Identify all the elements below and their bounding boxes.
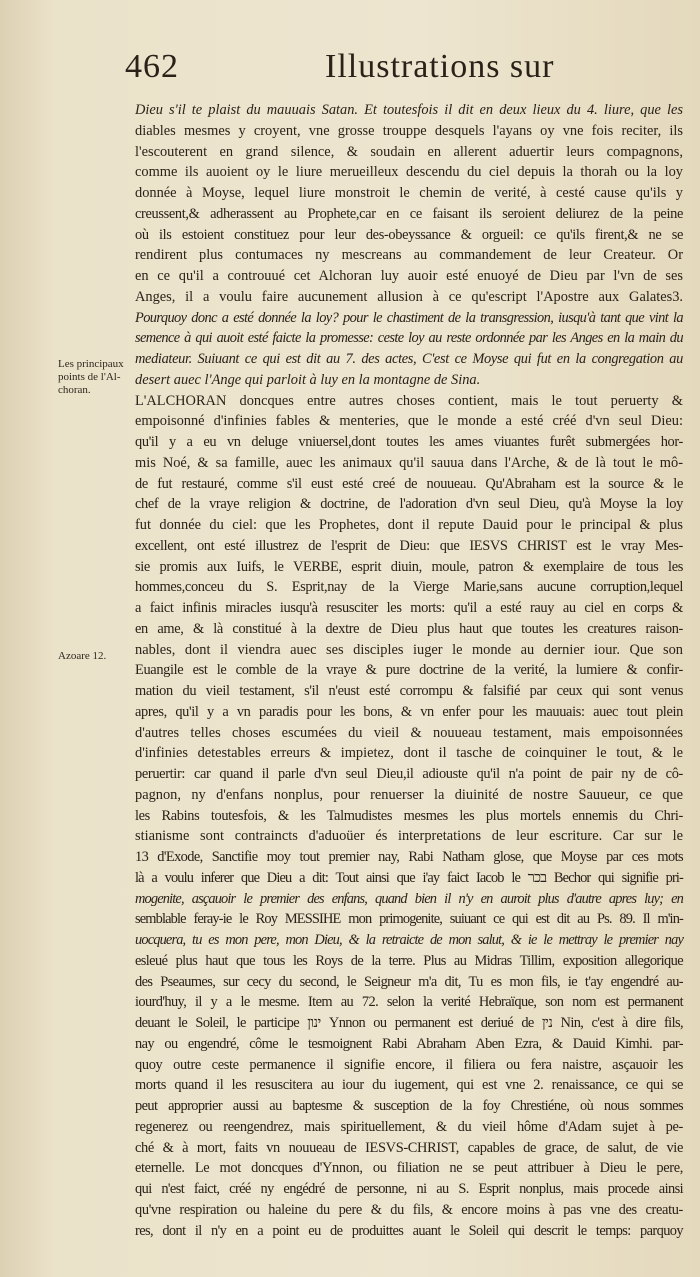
- text-line: rendirent plus contumaces ny mescreans au commandement de leur Createur. Or: [135, 247, 683, 264]
- text-line: sie promis aux Iuifs, le VERBE, esprit diuin, moule, patron & exemplaire de tous les: [135, 558, 683, 575]
- text-line: nay ou engendré, côme le tesmoignent Rabi Abraham Aben Ezra, & Dauid Kimhi. par-: [135, 1035, 683, 1052]
- text-line: nables, dont il viendra auec ses disciples iuger le monde au dernier iour. Que son: [135, 641, 683, 658]
- text-line: creussent,& adherassent au Prophete,car en ce faisant ils seroient deliurez de la peine: [135, 205, 683, 222]
- text-line: Pourquoy donc a esté donnée la loy? pour le chastiment de la transgression, iusqu'à tant que vint la: [135, 309, 683, 326]
- text-line: peut approprier aussi au baptesme & susception de la foy Chrestiéne, où nous sommes: [135, 1098, 683, 1114]
- page-number: 462: [125, 48, 179, 85]
- text-line: regenerez ou reengendrez, mais spirituellement, & du vieil hôme d'Adam sujet à pe-: [135, 1118, 683, 1135]
- text-line: qu'il y a eu vn deluge vniuersel,dont toutes les ames viuantes furêt submergées hor-: [135, 434, 683, 450]
- text-line: comme ils auoient oy le liure merueilleux descendu du ciel depuis la thorah ou la loy: [135, 164, 683, 181]
- text-line: là a voulu inferer que Dieu a dit: Tout ainsi que i'ay faict Iacob le בכר Bechor qui signifie pri-: [135, 869, 684, 886]
- text-line: mation du vieil testament, s'il n'eust esté corrompu & falsifié par ceux qui sont venus: [135, 683, 683, 699]
- text-line: peruertir: car quand il parle d'vn seul Dieu,il adiouste qu'il n'a point de pair ny de cô-: [135, 766, 683, 782]
- text-line: quoy outre ceste permanence il signifie encore, il filiera ou fera naistre, asçauoir les: [135, 1056, 683, 1073]
- running-title: Illustrations sur: [325, 48, 555, 85]
- page-header: [125, 48, 685, 98]
- text-line: 13 d'Exode, Sanctifie moy tout premier nay, Rabi Natham glose, que Moyse par ces mots: [135, 849, 683, 865]
- text-line: Anges, il a voulu faire aucunement allusion à ce qu'escript l'Apostre aux Galates3.: [135, 288, 683, 305]
- text-line: chef de la vraye religion & doctrine, de l'adoration d'vn seul Dieu, qu'à Moyse la loy: [135, 496, 683, 513]
- text-line: stianisme sont contraincts d'aduoüer és interpretations de leur escriture. Car sur le: [135, 828, 683, 845]
- text-line: iourd'huy, il y a le mesme. Item au 72. selon la verité Hebraïque, son nom est permanent: [135, 994, 683, 1011]
- text-line: fut donnée du ciel: que les Prophetes, dont il repute Dauid pour le principal & plus: [135, 517, 683, 533]
- text-line: qui n'est faict, créé ny engédré de personne, ni au S. Esprit nonplus, mais procede ainsi: [135, 1181, 683, 1197]
- text-line: hommes,conceu du S. Esprit,nay de la Vierge Marie,sans aucune corruption,lequel: [135, 579, 683, 596]
- text-line: mogenite, asçauoir le premier des enfans, quand bien il n'y en auroit plus d'autre apres luy; en: [135, 890, 683, 907]
- margin-note-principal-points: [58, 358, 138, 397]
- text-line: excellent, ont esté illustrez de l'esprit de Dieu: que IESVS CHRIST est le vray Mes-: [135, 537, 683, 554]
- text-line: mediateur. Suiuant ce qui est dit au 7. des actes, C'est ce Moyse qui fut en la congregation au: [135, 351, 683, 367]
- margin-note-line: Les principaux: [58, 358, 124, 370]
- text-line: Dieu s'il te plaist du mauuais Satan. Et toutesfois il dit en deux lieux du 4. liure, que les: [135, 102, 683, 118]
- text-line: pagnon, ny d'enfans nonplus, pour renuerser la diuinité de nostre Sauueur, ce que: [135, 786, 683, 803]
- body-text: [135, 100, 683, 1241]
- text-line: l'escouterent en grand silence, & soudain en allerent aduertir leurs compagnons,: [135, 143, 683, 160]
- text-line: Euangile est le comble de la vraye & pure doctrine de la verité, la lumiere & confir-: [135, 662, 683, 679]
- text-line: esleué plus haut que tous les Roys de la terre. Plus au Midras Tillim, exposition allegorique: [135, 952, 683, 969]
- margin-note-azoare: [58, 650, 138, 663]
- text-line: res, dont il n'y en a point eu de produittes auant le Soleil qui descrit le temps: parquoy: [135, 1222, 683, 1239]
- margin-note-line: choran.: [58, 384, 91, 396]
- text-line: uocquera, tu es mon pere, mon Dieu, & la retraicte de mon salut, & ie le mettray le premier nay: [135, 932, 683, 948]
- text-line: semence à qui auoit esté faicte la promesse: ceste loy au reste ordonnée par les Anges en la main du: [135, 330, 683, 347]
- text-line: de fut restauré, comme s'il eust esté creé de nouueau. Qu'Abraham est la source & le: [135, 475, 683, 492]
- text-line: L'ALCHORAN doncques entre autres choses contient, mais le tout peruerty &: [135, 392, 683, 409]
- text-line: empoisonné d'infinies fables & menteries, que le monde a esté créé d'vn seul Dieu:: [135, 413, 683, 430]
- margin-note-line: Azoare 12.: [58, 650, 107, 662]
- text-line: eternelle. Le mot doncques d'Ynnon, ou filiation ne se peut attribuer à Dieu le pere,: [135, 1160, 683, 1177]
- text-line: semblable feray-ie le Roy MESSIHE mon primogenite, suiuant ce qui est dit au Ps. 89. Il m'in-: [135, 911, 683, 928]
- text-line: donnée à Moyse, lequel liure monstroit le chemin de verité, à cesté cause qu'ils y: [135, 185, 683, 201]
- text-line: apres, qu'il y a vn paradis pour les bons, & vn enfer pour les mauuais: auec tout plein: [135, 703, 683, 720]
- text-line: d'infinies detestables erreurs & impietez, dont il tasche de coinquiner le tout, & le: [135, 745, 683, 762]
- text-line: en ce qu'il a controuué cet Alchoran luy auoir esté enuoyé de Dieu par l'vn de ses: [135, 268, 683, 284]
- margin-note-line: points de l'Al-: [58, 371, 121, 383]
- text-line: mis Noé, & sa famille, auec les animaux qu'il sauua dans l'Arche, & de là tout le mô-: [135, 454, 683, 471]
- text-line: a faict infinis miracles iusqu'à resusciter les morts: qu'il a esté rauy au ciel en corps &: [135, 600, 683, 616]
- text-line: où ils estoient constituez pour leur des-obeyssance & orgueil: ce qu'ils firent,& ne se: [135, 226, 683, 243]
- text-line: diables mesmes y croyent, vne grosse trouppe desquels l'ayans oy vne fois reciter, ils: [135, 122, 683, 139]
- text-line: morts quand il les resuscitera au iour du iugement, qui est vne 2. renaissance, ce qui se: [135, 1077, 683, 1094]
- text-line: desert auec l'Ange qui parloit à luy en la montagne de Sina.: [135, 371, 481, 388]
- text-line: en ame, & là constitué à la dextre de Dieu plus haut que toutes les creatures raison-: [135, 620, 683, 637]
- text-line: d'autres telles choses escumées du vieil & nouueau testament, mais empoisonnées: [135, 724, 683, 741]
- text-line: des Pseaumes, sur cecy du second, le Seigneur m'a dit, Tu es mon fils, ie t'ay engendré au-: [135, 973, 683, 990]
- text-line: les Rabins toutesfois, & les Talmudistes mesmes les plus mortels ennemis du Chri-: [135, 807, 683, 824]
- text-line: ché & à mort, faits vn nouueau de IESVS-CHRIST, capables de grace, de salut, de vie: [135, 1139, 683, 1156]
- text-line: qu'vne respiration ou haleine du pere & du fils, & encore moins à pas vne des creatu-: [135, 1201, 683, 1218]
- text-line: deuant le Soleil, le participe ינון Ynnon ou permanent est deriué de נין Nin, c'est à dire fils,: [135, 1015, 683, 1031]
